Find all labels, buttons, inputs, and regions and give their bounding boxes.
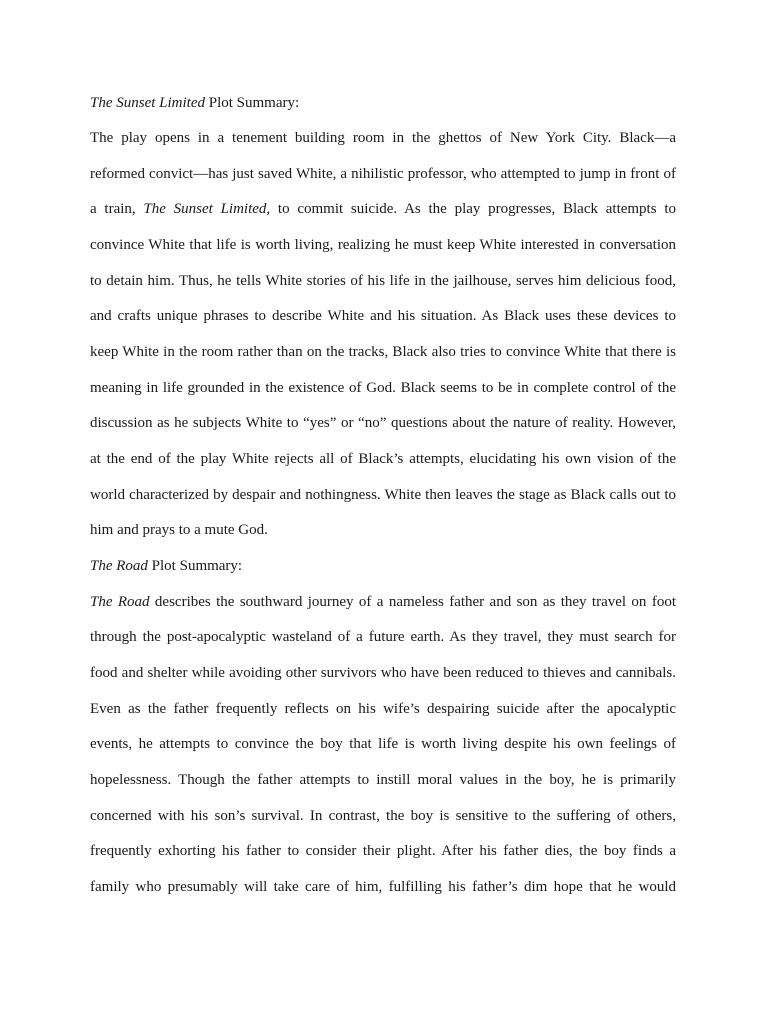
paragraph-line: Even as the father frequently reflects on his wife’s despairing suicide after the apocalyptic — [90, 701, 676, 717]
paragraph-line: at the end of the play White rejects all of Black’s attempts, elucidating his own vision of the — [90, 451, 676, 467]
book-title: The Road — [90, 594, 150, 610]
heading-title: The Sunset Limited — [90, 95, 205, 111]
paragraph-line — [90, 200, 676, 218]
play-title: The Sunset Limited, — [143, 201, 271, 217]
paragraph-line — [90, 593, 676, 611]
paragraph-line: frequently exhorting his father to consider their plight. After his father dies, the boy finds a — [90, 843, 676, 859]
paragraph-line: discussion as he subjects White to “yes” or “no” questions about the nature of reality. However, — [90, 415, 676, 431]
section-heading-the-road — [90, 557, 242, 575]
paragraph-line: world characterized by despair and nothingness. White then leaves the stage as Black calls out to — [90, 487, 676, 503]
paragraph-line: meaning in life grounded in the existence of God. Black seems to be in complete control of the — [90, 380, 676, 396]
paragraph-line: keep White in the room rather than on the tracks, Black also tries to convince White that there is — [90, 344, 676, 360]
paragraph-line: family who presumably will take care of him, fulfilling his father’s dim hope that he would — [90, 879, 676, 895]
heading-suffix: Plot Summary: — [147, 558, 243, 574]
heading-title: The Road — [90, 558, 148, 574]
section-heading-sunset-limited — [90, 94, 299, 112]
paragraph-line: and crafts unique phrases to describe White and his situation. As Black uses these devices to — [90, 308, 676, 324]
heading-suffix: Plot Summary: — [205, 95, 300, 111]
line-text: describes the southward journey of a nameless father and son as they travel on foot — [149, 594, 676, 610]
paragraph-line: hopelessness. Though the father attempts to instill moral values in the boy, he is primarily — [90, 772, 676, 788]
line-text: to commit suicide. As the play progresses, Black attempts to — [270, 201, 676, 217]
paragraph-line: through the post-apocalyptic wasteland of a future earth. As they travel, they must search for — [90, 629, 676, 645]
paragraph-line: events, he attempts to convince the boy that life is worth living despite his own feelings of — [90, 736, 676, 752]
paragraph-line: convince White that life is worth living, realizing he must keep White interested in conversation — [90, 237, 676, 253]
paragraph-line: food and shelter while avoiding other survivors who have been reduced to thieves and cannibals. — [90, 665, 676, 681]
paragraph-line: reformed convict—has just saved White, a nihilistic professor, who attempted to jump in front of — [90, 166, 676, 182]
paragraph-line: to detain him. Thus, he tells White stories of his life in the jailhouse, serves him delicious food, — [90, 273, 676, 289]
line-text: a train, — [90, 201, 144, 217]
paragraph-line: concerned with his son’s survival. In contrast, the boy is sensitive to the suffering of others, — [90, 808, 676, 824]
paragraph-line: The play opens in a tenement building room in the ghettos of New York City. Black—a — [90, 130, 676, 146]
paragraph-line: him and prays to a mute God. — [90, 522, 268, 538]
